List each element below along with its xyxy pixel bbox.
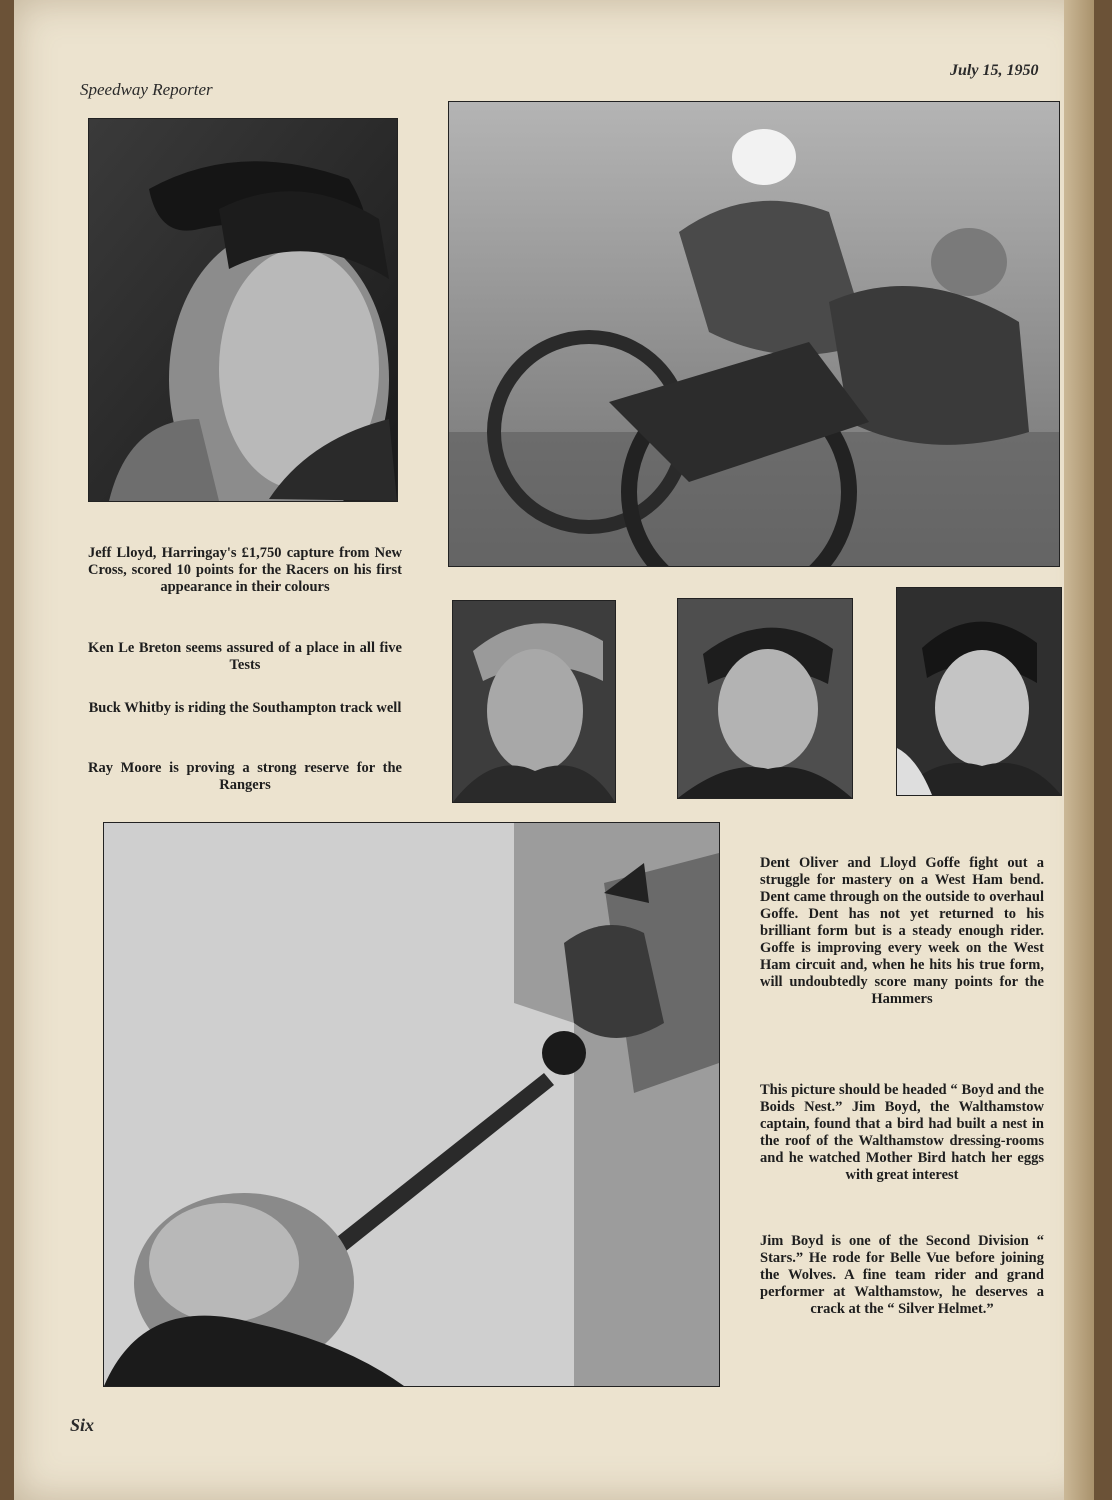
buck-whitby-photo bbox=[677, 598, 853, 799]
ken-le-breton-caption: Ken Le Breton seems assured of a place in all five Tests bbox=[88, 640, 402, 673]
publication-title: Speedway Reporter bbox=[80, 80, 213, 99]
ray-moore-caption: Ray Moore is proving a strong reserve for the Rangers bbox=[88, 760, 402, 793]
jim-boyd-bird-nest-photo bbox=[103, 822, 720, 1387]
jeff-lloyd-photo bbox=[88, 118, 398, 502]
page-edge bbox=[1064, 0, 1094, 1500]
issue-date: July 15, 1950 bbox=[950, 62, 1039, 79]
jim-boyd-caption: Jim Boyd is one of the Second Division “ Stars.” He rode for Belle Vue before joining the Wolves. A fine team rider and grand performer at Walthamstow, he deserves a crack at the “ Silver Helmet.” bbox=[760, 1233, 1044, 1317]
ken-le-breton-photo bbox=[452, 600, 616, 803]
race-action-photo bbox=[448, 101, 1060, 567]
ray-moore-photo bbox=[896, 587, 1062, 796]
race-caption: Dent Oliver and Lloyd Goffe fight out a struggle for mastery on a West Ham bend. Dent came through on the outside to overhaul Goffe. Dent has not yet returned to his brilliant form but is a steady enough rider. Goffe is improving every week on the West Ham circuit and, when he hits his true form, will undoubtedly score many points for the Hammers bbox=[760, 855, 1044, 1007]
buck-whitby-caption: Buck Whitby is riding the Southampton track well bbox=[88, 700, 402, 716]
page-number: Six bbox=[70, 1415, 95, 1435]
bird-nest-caption: This picture should be headed “ Boyd and the Boids Nest.” Jim Boyd, the Walthamstow captain, found that a bird had built a nest in the roof of the Walthamstow dressing-rooms and he watched Mother Bird hatch her eggs with great interest bbox=[760, 1082, 1044, 1183]
jeff-lloyd-caption: Jeff Lloyd, Harringay's £1,750 capture from New Cross, scored 10 points for the Racers on his first appearance in their colours bbox=[88, 545, 402, 595]
